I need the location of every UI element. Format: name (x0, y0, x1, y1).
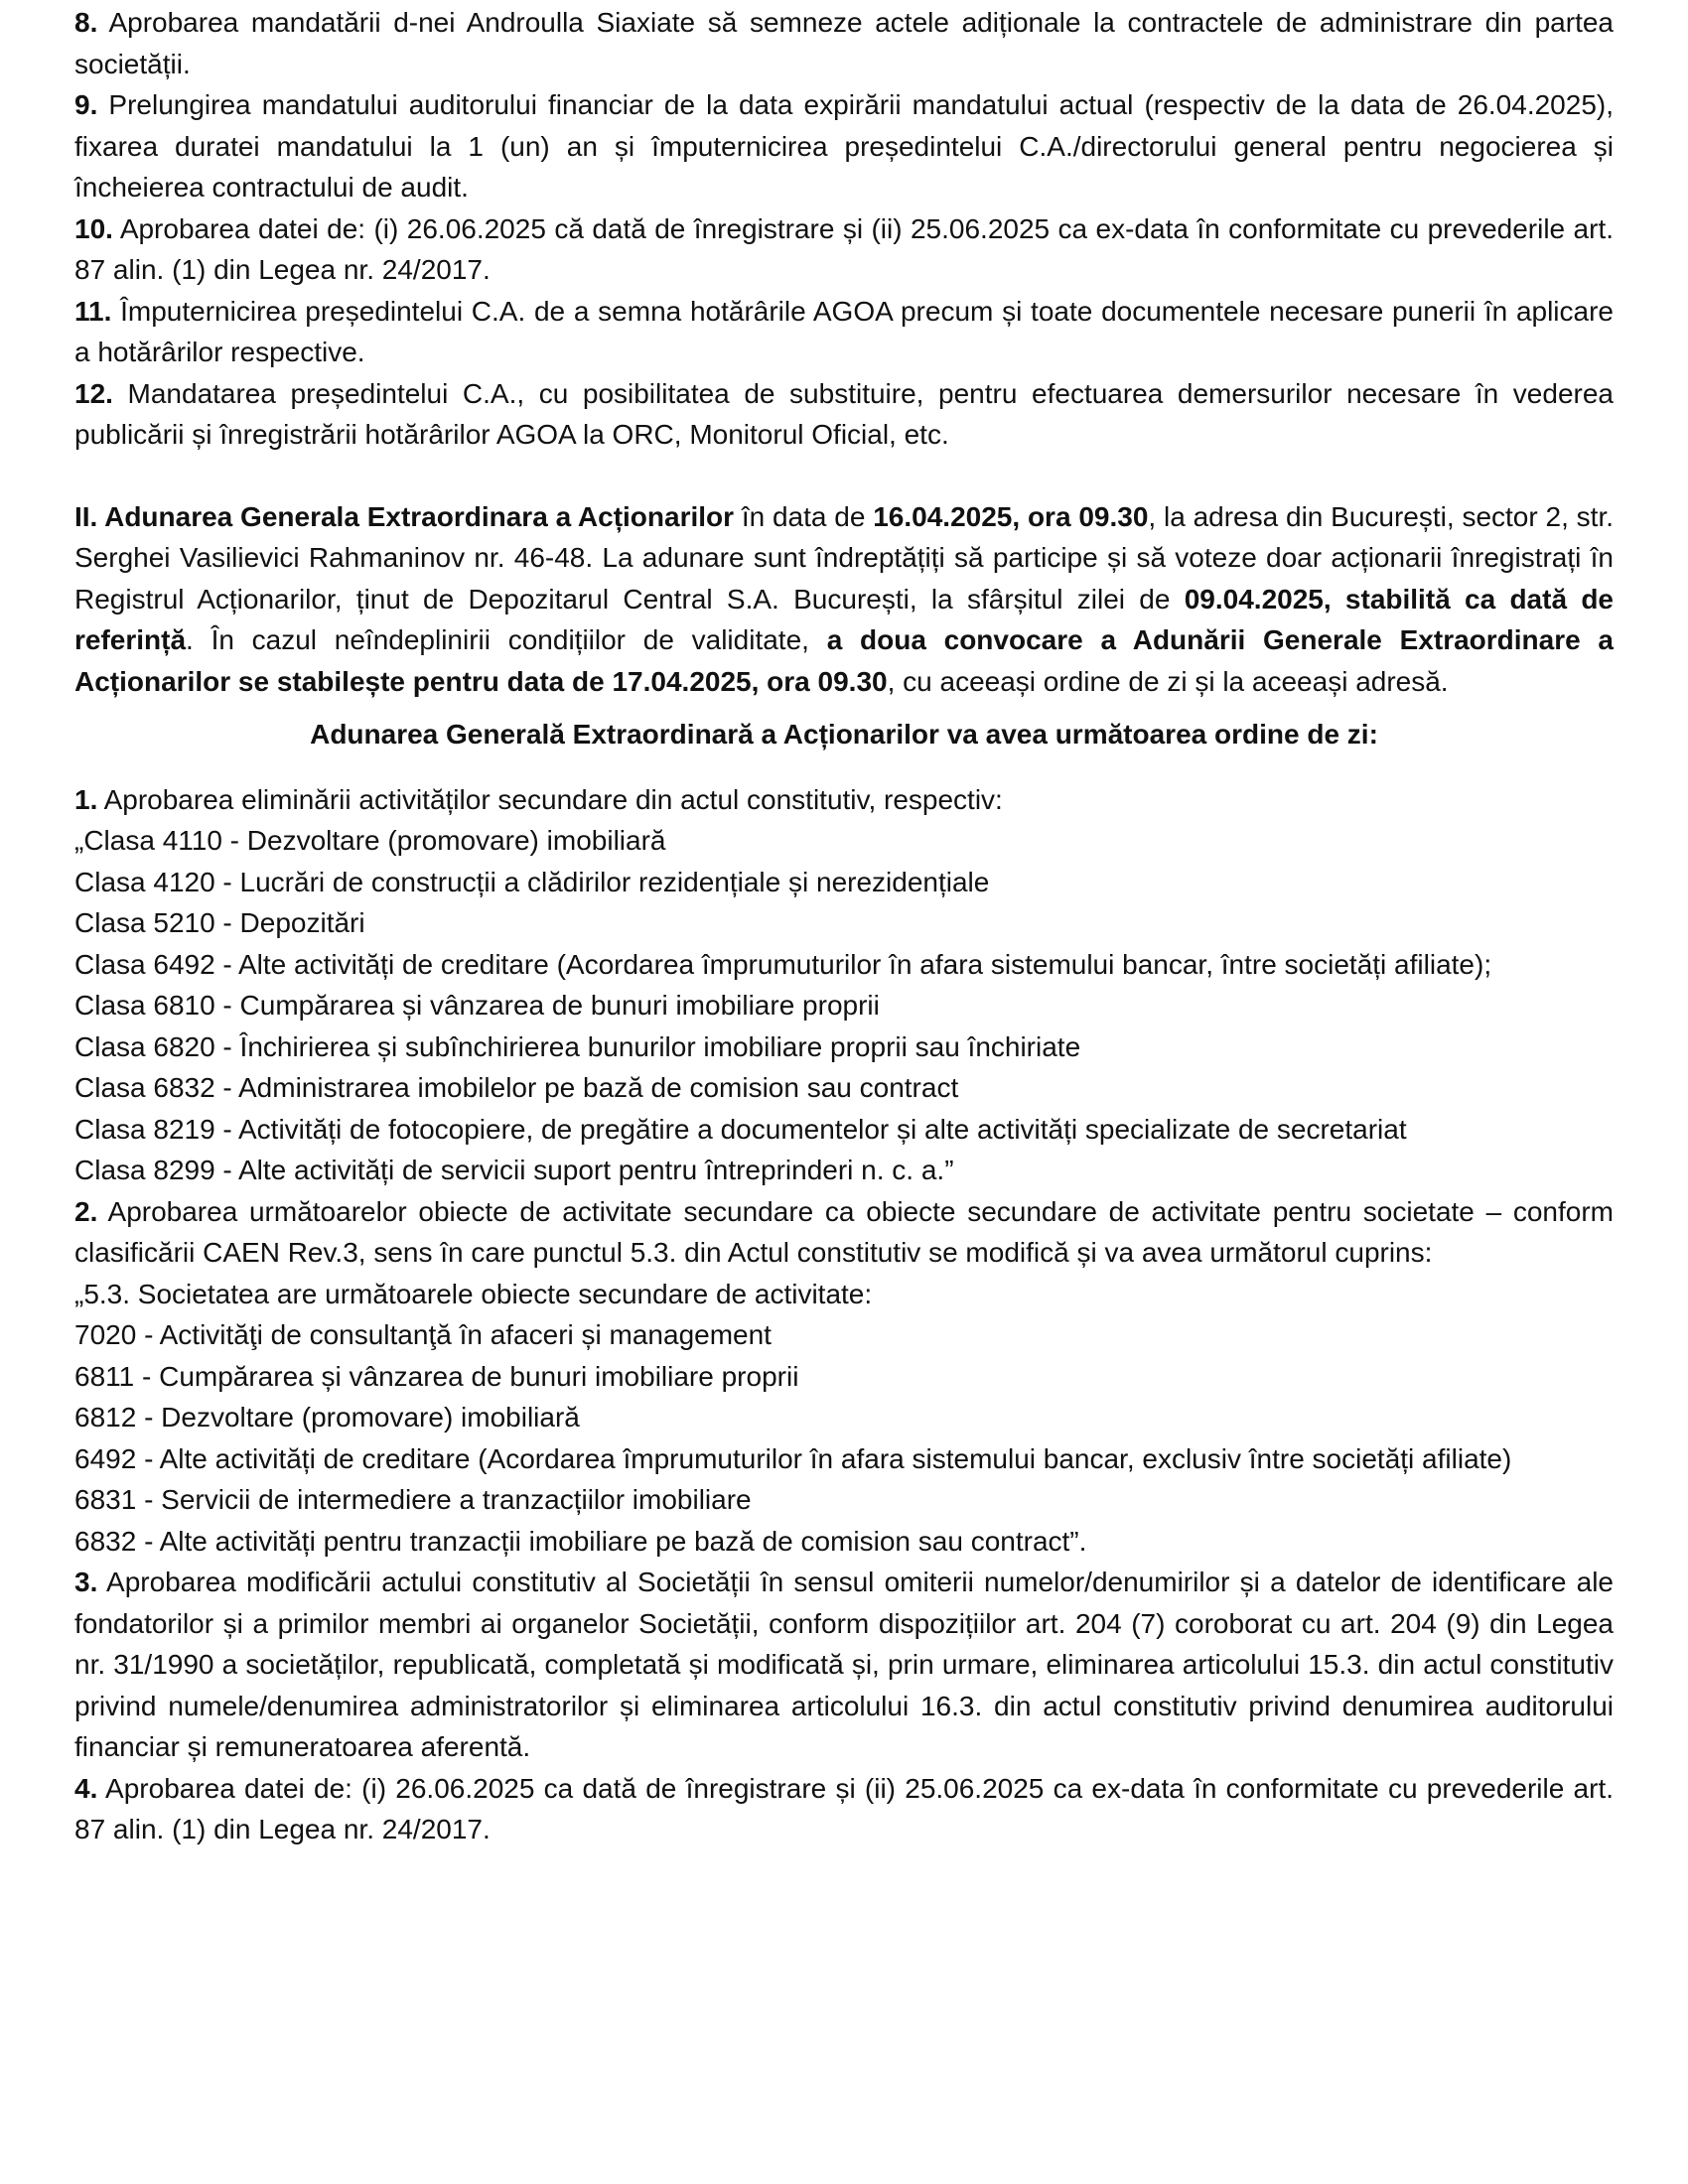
class-line: Clasa 6820 - Închirierea și subînchirierea bunurilor imobiliare proprii sau închiriate (74, 1030, 1081, 1062)
agenda-item-11: 11. Împuternicirea președintelui C.A. de a semna hotărârile AGOA precum și toate documentele necesare punerii în aplicare a hotărârilor respective. (74, 295, 1614, 367)
class-line: Clasa 8219 - Activități de fotocopiere, de pregătire a documentelor și alte activități specializate de secretariat (74, 1113, 1407, 1145)
class-line: „Clasa 4110 - Dezvoltare (promovare) imobiliară (74, 825, 666, 856)
class-line: Clasa 6492 - Alte activități de creditare (Acordarea împrumuturilor în afara sistemului bancar, între societăți afiliate); (74, 948, 1492, 980)
section-ii-convocation: II. Adunarea Generala Extraordinara a Acționarilor în data de 16.04.2025, ora 09.30, la adresa din București, sector 2, str. Serghei Vasilievici Rahmaninov nr. 46-48. La adunare sunt îndreptățiți să participe și să voteze doar acționarii înregistrați în Registrul Acționarilor, ținut de Depozitarul Central S.A. București, la sfârșitul zilei de 09.04.2025, stabilită ca dată de referință. În cazul neîndeplinirii condițiilor de validitate, a doua convocare a Adunării Generale Extraordinare a Acționarilor se stabilește pentru data de 17.04.2025, ora 09.30, cu aceeași ordine de zi și la aceeași adresă. (74, 500, 1615, 697)
second-convocation: a doua convocare a Adunării Generale Extraordinare a Acționarilor se stabilește pentru data de 17.04.2025, ora 09.30 (74, 624, 1615, 697)
activity-line: 6492 - Alte activități de creditare (Acordarea împrumuturilor în afara sistemului bancar, exclusiv între societăți afiliate) (74, 1442, 1512, 1474)
agenda-item-9: 9. Prelungirea mandatului auditorului financiar de la data expirării mandatului actual (respectiv de la data de 26.04.2025), fixarea duratei mandatului la 1 (un) an și împuternicirea președintelui C.A./directorului general pentru negocierea și încheierea contractului de audit. (74, 89, 1614, 203)
agenda-item-12: 12. Mandatarea președintelui C.A., cu posibilitatea de substituire, pentru efectuarea demersurilor necesare în vederea publicării și înregistrării hotărârilor AGOA la ORC, Monitorul Oficial, etc. (74, 377, 1614, 450)
section-i-tail (74, 0, 1614, 456)
activity-line: 6812 - Dezvoltare (promovare) imobiliară (74, 1402, 580, 1433)
reference-date: 09.04.2025, stabilită ca dată de referință (74, 583, 1614, 655)
class-line: Clasa 5210 - Depozitări (74, 907, 365, 938)
spacer (74, 456, 1614, 496)
activity-line: 6832 - Alte activități pentru tranzacții imobiliare pe bază de comision sau contract”. (74, 1525, 1087, 1557)
class-line: Clasa 6832 - Administrarea imobilelor pe bază de comision sau contract (74, 1072, 959, 1103)
activity-line: „5.3. Societatea are următoarele obiecte secundare de activitate: (74, 1278, 873, 1309)
egm-item-1: 1. Aprobarea eliminării activităților secundare din actul constitutiv, respectiv: (74, 783, 1003, 815)
agenda-item-10: 10. Aprobarea datei de: (i) 26.06.2025 că dată de înregistrare și (ii) 25.06.2025 ca ex-data în conformitate cu prevederile art. 87 alin. (1) din Legea nr. 24/2017. (74, 212, 1614, 285)
class-line: Clasa 8299 - Alte activități de servicii suport pentru întreprinderi n. c. a.” (74, 1155, 954, 1185)
egm-item-2: 2. Aprobarea următoarelor obiecte de activitate secundare ca obiecte secundare de activitate pentru societate – conform clasificării CAEN Rev.3, sens în care punctul 5.3. din Actul constitutiv se modifică și va avea următorul cuprins: (74, 1195, 1614, 1268)
egm-item-4: 4. Aprobarea datei de: (i) 26.06.2025 ca dată de înregistrare și (ii) 25.06.2025 ca ex-data în conformitate cu prevederile art. 87 alin. (1) din Legea nr. 24/2017. (74, 1772, 1614, 1844)
class-line: Clasa 6810 - Cumpărarea și vânzarea de bunuri imobiliare proprii (74, 990, 880, 1021)
egm-item-3: 3. Aprobarea modificării actului constitutiv al Societății în sensul omiterii numelor/denumirilor și a datelor de identificare ale fondatorilor și a primilor membri ai organelor Societății, conform dispozițiilor art. 204 (7) coroborat cu art. 204 (9) din Legea nr. 31/1990 a societăților, republicată, completată și modificată și, prin urmare, eliminarea articolului 15.3. din actul constitutiv privind numele/denumirea administratorilor și eliminarea articolului 16.3. din actul constitutiv privind denumirea auditorului financiar și remuneratoarea aferentă. (74, 1567, 1614, 1762)
agenda-item-8: 8. Aprobarea mandatării d-nei Androulla Siaxiate să semneze actele adiționale la contractele de administrare din partea societății. (74, 7, 1614, 79)
activity-line: 6831 - Servicii de intermediere a tranzacțiilor imobiliare (74, 1484, 752, 1515)
section-ii-title: II. Adunarea Generala Extraordinara a Acționarilor (74, 500, 735, 532)
agenda-heading: Adunarea Generală Extraordinară a Acționarilor va avea următoarea ordine de zi: (310, 719, 1378, 750)
class-line: Clasa 4120 - Lucrări de construcții a clădirilor rezidențiale și nerezidențiale (74, 866, 990, 897)
activity-line: 7020 - Activităţi de consultanţă în afaceri și management (74, 1319, 772, 1350)
activity-line: 6811 - Cumpărarea și vânzarea de bunuri imobiliare proprii (74, 1360, 799, 1392)
egm-agenda (74, 779, 1614, 1850)
meeting-datetime: 16.04.2025, ora 09.30 (873, 500, 1149, 532)
